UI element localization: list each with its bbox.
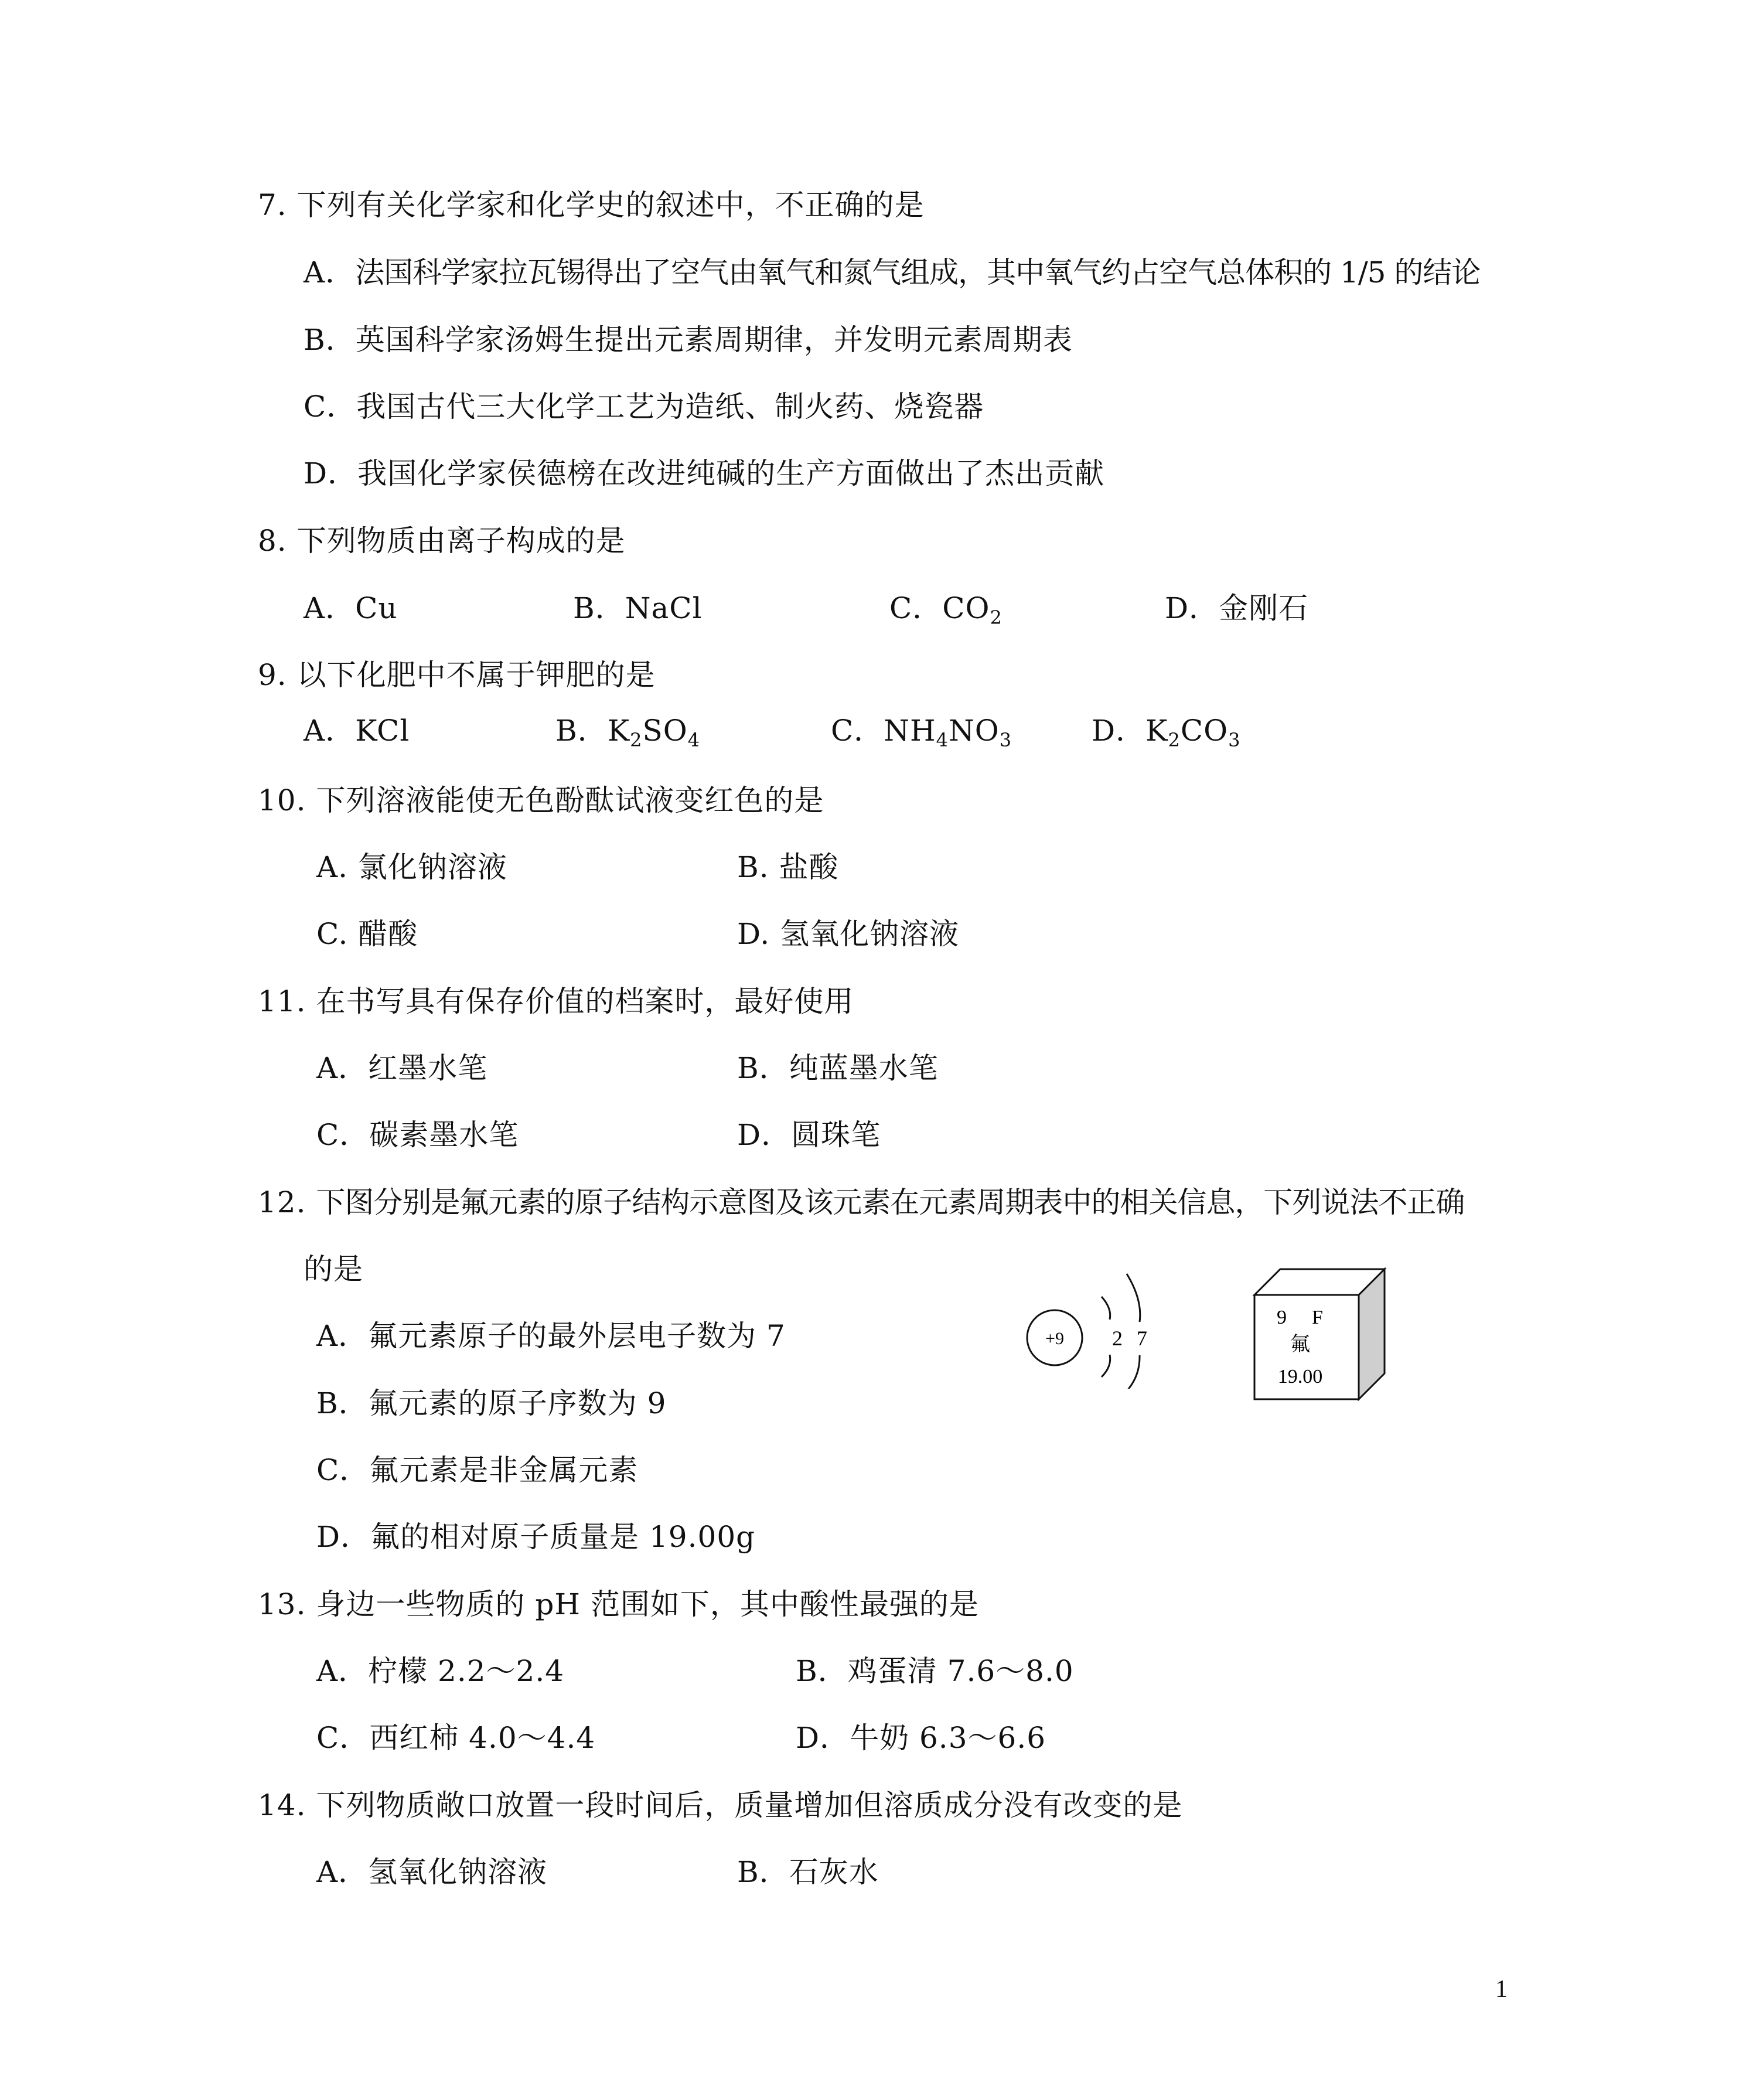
option-label: A． [316,1319,369,1353]
option-text: KCl [355,714,410,748]
option-text: 西红柿 4.0～4.4 [369,1721,596,1755]
question-7-option-b [304,322,1073,357]
subscript: 2 [630,729,643,751]
subscript: 3 [999,729,1012,751]
question-10-option-a [316,850,507,885]
question-12-option-b [316,1386,666,1421]
electron-shell-2-lower [1127,1355,1140,1389]
option-label: D. [737,917,770,951]
option-text: 氯化钠溶液 [357,850,507,884]
option-text: 我国古代三大化学工艺为造纸、制火药、烧瓷器 [356,390,984,424]
question-8-option-d [1165,591,1308,626]
question-13-option-a [316,1654,564,1689]
option-text: 氟元素原子的最外层电子数为 7 [368,1319,786,1353]
option-label: C． [889,591,943,625]
option-label: B． [555,714,608,748]
question-9-option-b [555,713,701,751]
question-text: 下图分别是氟元素的原子结构示意图及该元素在元素周期表中的相关信息，下列说法不正确 [316,1185,1465,1219]
question-number: 9. [258,658,287,692]
question-12-option-d [316,1519,755,1554]
question-text: 以下化肥中不属于钾肥的是 [296,658,656,692]
option-label: A． [304,591,356,625]
question-13-stem [258,1587,979,1622]
option-text: 柠檬 2.2～2.4 [368,1654,565,1688]
question-13-option-b [796,1654,1074,1689]
question-text: 下列物质敞口放置一段时间后，质量增加但溶质成分没有改变的是 [316,1788,1183,1822]
question-12-stem-continued [304,1252,363,1287]
question-14-stem [258,1788,1182,1823]
option-label: A． [316,1051,369,1085]
subscript: 4 [687,729,701,751]
question-9-stem [258,657,656,693]
question-14-option-a [316,1854,547,1890]
subscript: 2 [1168,729,1181,751]
atomic-mass: 19.00 [1277,1366,1323,1388]
question-11-option-d [737,1117,881,1153]
option-text: 盐酸 [779,850,839,884]
question-text: 身边一些物质的 pH 范围如下，其中酸性最强的是 [316,1587,979,1621]
element-name: 氟 [1290,1334,1310,1355]
question-7-stem [258,188,925,223]
question-11-option-c [316,1117,519,1153]
question-number: 14. [258,1788,306,1822]
option-text: 法国科学家拉瓦锡得出了空气由氧气和氮气组成，其中氧气约占空气总体积的 1/5 的结论 [355,255,1481,289]
option-label: C． [304,390,357,424]
option-text: 我国化学家侯德榜在改进纯碱的生产方面做出了杰出贡献 [357,456,1105,490]
formula-part: K [607,714,630,748]
question-7-option-c [304,389,984,424]
element-symbol: F [1312,1307,1323,1328]
subscript: 3 [1228,729,1241,751]
fluorine-atom-structure-diagram [1019,1254,1160,1389]
option-label: A． [316,1855,369,1889]
question-9-option-c [831,713,1012,751]
question-10-stem [258,783,824,818]
question-number: 10. [258,783,306,817]
option-text: 金刚石 [1219,591,1309,625]
option-label: B． [573,591,625,625]
option-text: 牛奶 6.3～6.6 [850,1721,1046,1755]
option-text: 英国科学家汤姆生提出元素周期律，并发明元素周期表 [355,323,1073,357]
option-text: 氢氧化钠溶液 [780,917,960,951]
option-text: CO [942,591,990,625]
question-number: 8. [258,524,287,558]
option-text: 鸡蛋清 7.6～8.0 [847,1654,1074,1688]
option-text: NaCl [625,591,703,625]
option-label: A． [316,1654,369,1688]
question-12-stem [258,1185,1464,1220]
option-label: B． [316,1386,369,1420]
atomic-number: 9 [1277,1307,1287,1328]
question-8-option-a [304,591,398,626]
formula-part: NH [884,714,936,748]
formula-part: K [1145,714,1168,748]
question-14-option-b [737,1854,879,1890]
option-label: B. [737,850,769,884]
option-label: D． [796,1721,850,1755]
subscript: 4 [936,729,949,751]
question-13-option-d [796,1720,1046,1755]
electron-shell-1-lower [1102,1355,1110,1377]
question-number: 12. [258,1185,306,1219]
question-10-option-b [737,850,839,885]
question-7-option-a [304,255,1480,290]
shell-2-electrons: 7 [1137,1327,1147,1350]
option-label: B． [304,323,356,357]
option-label: A. [316,850,349,884]
option-text: 氟的相对原子质量是 19.00g [370,1520,756,1554]
question-text: 下列溶液能使无色酚酞试液变红色的是 [316,783,824,817]
question-11-option-a [316,1051,487,1086]
formula-part: NO [948,714,1000,748]
option-label: D． [1165,591,1219,625]
electron-shell-2-upper [1127,1274,1140,1322]
shell-1-electrons: 2 [1112,1327,1123,1350]
formula-part: SO [642,714,688,748]
fluorine-element-card [1251,1266,1392,1406]
option-label: D． [1092,714,1146,748]
page-number: 1 [1495,1976,1508,2003]
option-label: B． [737,1855,789,1889]
option-label: A． [304,255,356,289]
question-8-option-b [573,591,703,626]
option-text: 醋酸 [358,917,418,951]
question-10-option-c [316,916,418,952]
question-13-option-c [316,1720,595,1755]
option-text: 红墨水笔 [368,1051,488,1085]
formula-part: CO [1180,714,1229,748]
question-text: 下列有关化学家和化学史的叙述中，不正确的是 [296,188,925,222]
question-9-option-a [304,713,410,748]
electron-shell-1-upper [1102,1297,1110,1320]
question-11-option-b [737,1051,939,1086]
option-text: 氢氧化钠溶液 [368,1855,548,1889]
option-label: C． [831,714,884,748]
question-text: 的是 [304,1252,363,1286]
option-text: 碳素墨水笔 [369,1118,519,1152]
question-9-option-d [1092,713,1241,751]
question-number: 11. [258,984,306,1018]
subscript: 2 [990,606,1003,629]
option-text: 圆珠笔 [791,1118,881,1152]
question-8-option-c [889,591,1003,629]
option-label: C． [316,1453,370,1487]
option-text: Cu [355,591,398,625]
option-label: C． [316,1721,370,1755]
question-number: 13. [258,1587,306,1621]
nucleus-charge: +9 [1045,1329,1064,1348]
option-label: A． [304,714,356,748]
question-10-option-d [737,916,959,952]
option-label: B． [737,1051,789,1085]
option-text: 纯蓝墨水笔 [789,1051,939,1085]
question-7-option-d [304,456,1104,491]
question-8-stem [258,523,626,558]
question-number: 7. [258,188,287,222]
question-11-stem [258,984,854,1019]
question-text: 在书写具有保存价值的档案时，最好使用 [316,984,854,1018]
option-label: C． [316,1118,370,1152]
option-text: 氟元素的原子序数为 9 [368,1386,667,1420]
option-label: B． [796,1654,848,1688]
question-12-option-a [316,1318,786,1354]
question-text: 下列物质由离子构成的是 [296,524,626,558]
option-label: D． [316,1520,371,1554]
option-label: D． [304,456,358,490]
question-12-option-c [316,1453,638,1488]
option-text: 石灰水 [789,1855,879,1889]
option-label: C. [316,917,349,951]
option-text: 氟元素是非金属元素 [369,1453,639,1487]
option-label: D． [737,1118,792,1152]
